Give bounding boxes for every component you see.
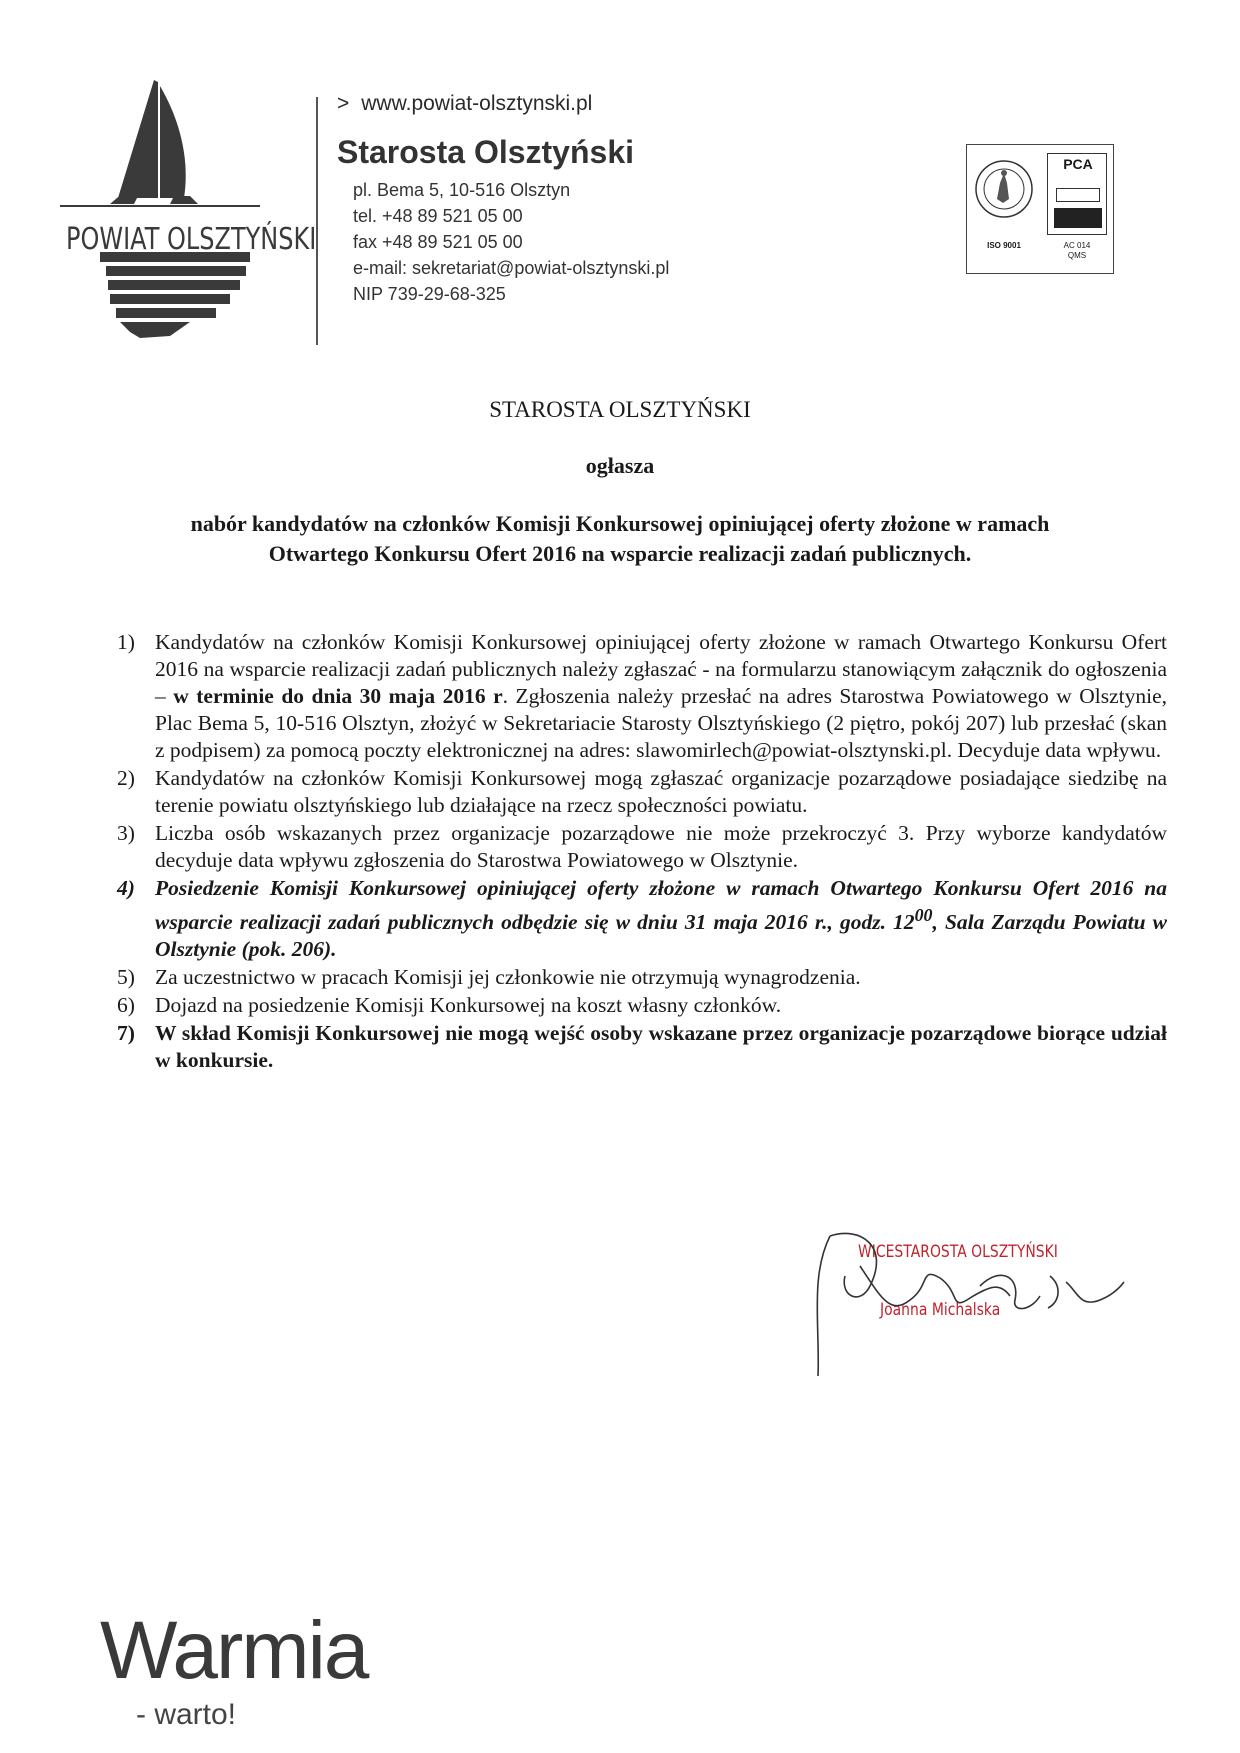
item-text: Posiedzenie Komisji Konkursowej opiniującej oferty złożone w ramach Otwartego Konkursu Ofert 2016 na wsparcie realizacji zadań publicznych odbędzie się w dniu 31 maja 2016 r., godz. 12	[155, 876, 1167, 935]
slogan-main: Warmia	[100, 1605, 368, 1696]
iso-seal-icon	[973, 153, 1035, 233]
certification-box	[966, 144, 1114, 274]
pca-title: PCA	[1063, 156, 1093, 172]
item-number: 7)	[117, 1021, 135, 1046]
pca-mark-icon	[1056, 188, 1100, 202]
footer-slogan	[100, 1605, 368, 1731]
sailboat-logo-icon	[60, 80, 317, 360]
header-divider	[316, 97, 318, 345]
pca-black-label	[1054, 208, 1102, 228]
email: e-mail: sekretariat@powiat-olsztynski.pl	[353, 258, 670, 278]
qms-label: QMS	[1067, 251, 1087, 260]
announcement-subject	[0, 509, 1240, 569]
item-text: Za uczestnictwo w pracach Komisji jej członkowie nie otrzymują wynagrodzenia.	[155, 965, 861, 990]
pca-badge	[1047, 153, 1107, 235]
website-url: www.powiat-olsztynski.pl	[361, 92, 593, 115]
item-text: Dojazd na posiedzenie Komisji Konkursowej na koszt własny członków.	[155, 993, 782, 1018]
item-text-cont: . Zgłoszenia należy przesłać na adres Starostwa Powiatowego w Olsztynie, Plac Bema 5, 10-516 Olsztyn, złożyć w Sekretariacie Starosty Olsztyńskiego (2 piętro, pokój 207) lub przesłać (skan z podpisem) za pomocą poczty elektronicznej na adres: slawomirlech@powiat-olsztynski.pl. Decyduje data wpływu.	[155, 684, 1167, 762]
website-link[interactable]	[337, 92, 669, 116]
item-number: 5)	[117, 965, 135, 990]
item-text: Kandydatów na członków Komisji Konkursowej opiniującej oferty złożone w ramach Otwartego Konkursu Ofert 2016 na wsparcie realizacji zadań publicznych należy zgłaszać - na formularzu stanowiącym załącznik do ogłoszenia –	[155, 630, 1167, 708]
fax: fax +48 89 521 05 00	[353, 232, 523, 252]
item-number: 3)	[117, 821, 135, 845]
deadline-text: w terminie do dnia 30 maja 2016 r	[173, 684, 503, 708]
list-item	[117, 765, 1167, 819]
conditions-list	[117, 629, 1167, 1075]
list-item	[117, 1020, 1167, 1074]
list-item	[117, 629, 1167, 764]
announcement-heading: STAROSTA OLSZTYŃSKI	[489, 397, 751, 422]
letterhead	[337, 92, 669, 307]
item-number: 2)	[117, 766, 135, 790]
list-item	[117, 820, 1167, 874]
logo-wordmark: POWIAT OLSZTYŃSKI	[66, 222, 317, 257]
subject-line-2: Otwartego Konkursu Ofert 2016 na wsparcie realizacji zadań publicznych.	[268, 541, 972, 566]
accreditation	[1047, 241, 1107, 261]
item-text: Kandydatów na członków Komisji Konkursowej mogą zgłaszać organizacje pozarządowe posiadające siedzibę na terenie powiatu olsztyńskiego lub działające na rzecz społeczności powiatu.	[155, 766, 1167, 817]
signature-block	[800, 1216, 1160, 1396]
list-item	[117, 875, 1167, 963]
list-item	[117, 992, 1167, 1019]
stamp-title: WICESTAROSTA OLSZTYŃSKI	[858, 1242, 1058, 1262]
list-item	[117, 964, 1167, 991]
phone: tel. +48 89 521 05 00	[353, 206, 523, 226]
subject-line-1: nabór kandydatów na członków Komisji Konkursowej opiniującej oferty złożone w ramach	[190, 511, 1050, 536]
item-text-cont: , Sala Zarządu Powiatu w Olsztynie (pok. 206).	[155, 910, 1168, 962]
address: pl. Bema 5, 10-516 Olsztyn	[353, 180, 571, 200]
stamp-name: Joanna Michalska	[880, 1300, 1001, 1320]
item-number: 1)	[117, 630, 135, 654]
arrow-icon: >	[337, 92, 350, 115]
slogan-sub: - warto!	[136, 1698, 237, 1731]
office-name: Starosta Olsztyński	[337, 134, 634, 170]
ac-number: AC 014	[1063, 241, 1091, 250]
item-number: 4)	[117, 876, 135, 900]
item-text: Liczba osób wskazanych przez organizacje pozarządowe nie może przekroczyć 3. Przy wyborze kandydatów decyduje data wpływu zgłoszenia do Starostwa Powiatowego w Olsztynie.	[155, 821, 1167, 872]
announcement-verb: ogłasza	[585, 453, 655, 478]
iso-label: ISO 9001	[987, 241, 1021, 250]
powiat-logo	[60, 80, 317, 360]
handwritten-signature-icon	[800, 1216, 1160, 1396]
time-superscript: 00	[914, 905, 933, 925]
item-number: 6)	[117, 993, 135, 1018]
item-text: W skład Komisji Konkursowej nie mogą wejść osoby wskazane przez organizacje pozarządowe biorące udział w konkursie.	[155, 1021, 1167, 1073]
nip: NIP 739-29-68-325	[353, 284, 506, 304]
